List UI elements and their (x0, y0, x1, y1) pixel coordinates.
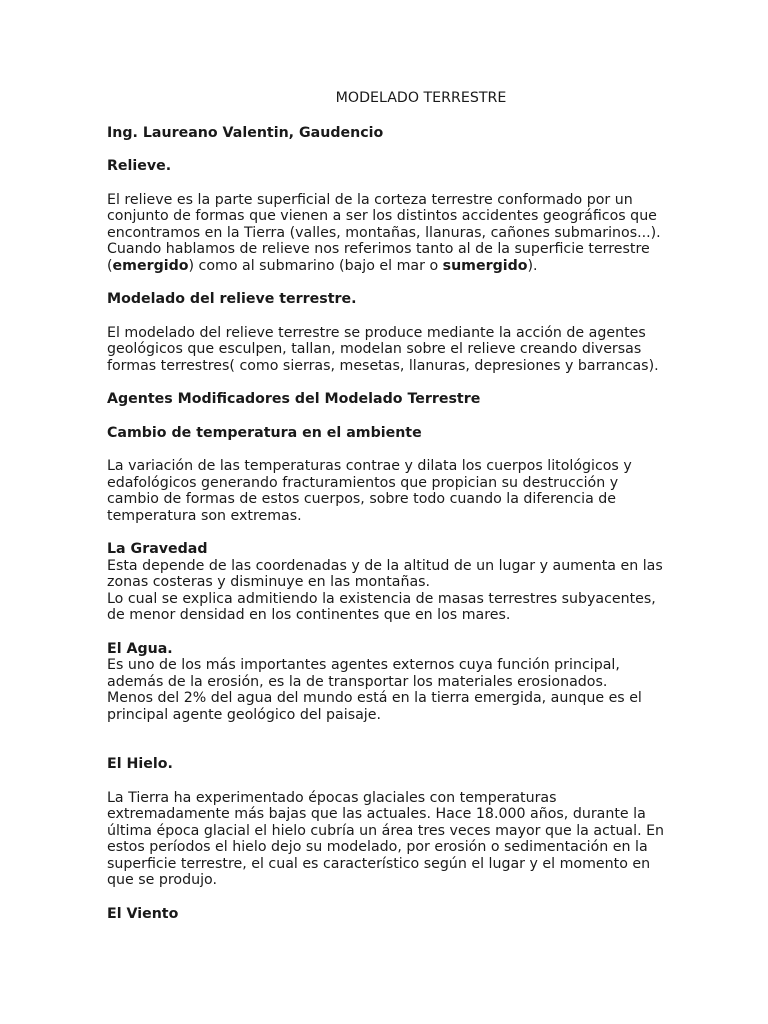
paragraph-temperatura: La variación de las temperaturas contrae y dilata los cuerpos litológicos y edafológicos generando fracturamientos que propician su destrucción y cambio de formas de estos cuerpos, sobre todo cuando la diferencia de temperatura son extremas. (107, 458, 632, 524)
paragraph-agua-2: Menos del 2% del agua del mundo está en la tierra emergida, aunque es el principal agente geológico del paisaje. (107, 690, 642, 723)
paragraph-gravedad-2: Lo cual se explica admitiendo la existencia de masas terrestres subyacentes, de menor densidad en los continentes que en los mares. (107, 590, 656, 623)
paragraph-hielo: La Tierra ha experimentado épocas glaciales con temperaturas extremadamente más bajas que las actuales. Hace 18.000 años, durante la última época glacial el hielo cubría un área tres veces mayor que la actual. En estos períodos el hielo dejo su modelado, por erosión o sedimentación en la superficie terrestre, el cual es característico según el lugar y el momento en que se produjo. (107, 789, 665, 888)
heading-gravedad: La Gravedad (107, 541, 208, 557)
author-line: Ing. Laureano Valentin, Gaudencio (107, 124, 384, 141)
heading-viento: El Viento (107, 905, 179, 922)
paragraph-modelado: El modelado del relieve terrestre se produce mediante la acción de agentes geológicos que esculpen, tallan, modelan sobre el relieve creando diversas formas terrestres( como sierras, mesetas, llanuras, depresiones y barrancas). (107, 324, 659, 374)
paragraph-relieve (107, 192, 667, 275)
heading-relieve: Relieve. (107, 158, 172, 174)
paragraph-relieve-part-c: ). (527, 257, 538, 274)
document-page (107, 90, 667, 922)
heading-modelado: Modelado del relieve terrestre. (107, 291, 357, 307)
document-title: MODELADO TERRESTRE (335, 90, 507, 106)
term-sumergido: sumergido (442, 257, 528, 274)
heading-agentes: Agentes Modificadores del Modelado Terrestre (107, 391, 481, 407)
heading-agua: El Agua. (107, 640, 173, 657)
paragraph-gravedad-1: Esta depende de las coordenadas y de la altitud de un lugar y aumenta en las zonas costeras y disminuye en las montañas. (107, 557, 663, 590)
term-emergido: emergido (112, 257, 189, 274)
paragraph-relieve-part-b: ) como al submarino (bajo el mar o (188, 257, 443, 274)
paragraph-agua-1: Es uno de los más importantes agentes externos cuya función principal, además de la erosión, es la de transportar los materiales erosionados. (107, 657, 620, 690)
heading-temperatura: Cambio de temperatura en el ambiente (107, 424, 422, 441)
heading-hielo: El Hielo. (107, 756, 173, 772)
paragraph-relieve-part-a: El relieve es la parte superficial de la corteza terrestre conformado por un conjunto de formas que vienen a ser los distintos accidentes geográficos que encontramos en la Tierra (valles, montañas, llanuras, cañones submarinos...). Cuando hablamos de relieve nos referimos tanto al de la superficie terrestre ( (107, 191, 661, 274)
